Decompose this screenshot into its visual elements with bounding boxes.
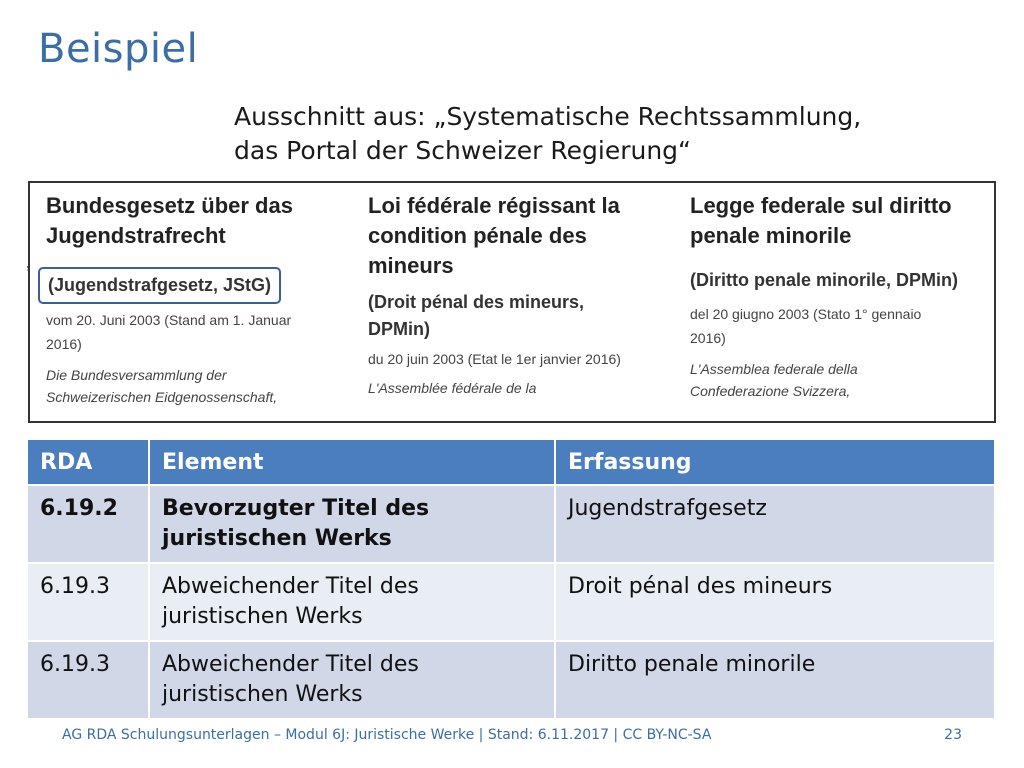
header-element: Element xyxy=(150,440,556,484)
excerpt-it-intro-1: L'Assemblea federale della xyxy=(690,361,858,377)
cell-element-line-2: juristischen Werks xyxy=(162,682,363,707)
excerpt-it-intro-2: Confederazione Svizzera, xyxy=(690,383,851,399)
excerpt-de-heading-2: Jugendstrafrecht xyxy=(46,223,226,248)
table-header-row xyxy=(28,440,996,484)
cell-rda: 6.19.2 xyxy=(28,484,150,562)
caption-line-2: das Portal der Schweizer Regierung“ xyxy=(234,136,691,165)
excerpt-de-intro-2: Schweizerischen Eidgenossenschaft, xyxy=(46,389,278,405)
excerpt-it-date-1: del 20 giugno 2003 (Stato 1° gennaio xyxy=(690,306,922,322)
cell-element xyxy=(150,484,556,562)
excerpt-de-date-1: vom 20. Juni 2003 (Stand am 1. Januar xyxy=(46,312,292,328)
footer-text: AG RDA Schulungsunterlagen – Modul 6J: Juristische Werke | Stand: 6.11.2017 | CC BY-NC-SA xyxy=(62,727,712,743)
excerpt-fr-heading-2: condition pénale des xyxy=(368,223,587,248)
excerpt-it-heading-2: penale minorile xyxy=(690,223,852,248)
cell-erfassung: Jugendstrafgesetz xyxy=(556,484,996,562)
rda-table xyxy=(28,440,996,718)
edge-mark: ’ xyxy=(26,263,31,285)
cell-element-line-2: juristischen Werks xyxy=(162,604,363,629)
cell-element xyxy=(150,562,556,640)
table-row xyxy=(28,640,996,718)
caption-line-1: Ausschnitt aus: „Systematische Rechtssammlung, xyxy=(234,102,862,131)
caption xyxy=(234,100,994,168)
cell-element-line-1: Bevorzugter Titel des xyxy=(162,496,430,521)
excerpt-fr-intro: L'Assemblée fédérale de la xyxy=(368,380,537,396)
excerpt-de-date-2: 2016) xyxy=(46,336,82,352)
excerpt-it-heading-1: Legge federale sul diritto xyxy=(690,193,952,218)
page-number: 23 xyxy=(944,727,962,743)
table-row xyxy=(28,484,996,562)
header-rda: RDA xyxy=(28,440,150,484)
cell-rda: 6.19.3 xyxy=(28,562,150,640)
excerpt-column-italian xyxy=(690,191,990,402)
law-excerpt-image xyxy=(28,181,996,423)
excerpt-fr-short-title-1: (Droit pénal des mineurs, xyxy=(368,292,585,312)
excerpt-de-short-title: (Jugendstrafgesetz, JStG) xyxy=(48,275,272,295)
highlight-box-short-title xyxy=(38,267,281,304)
excerpt-fr-heading-3: mineurs xyxy=(368,253,454,278)
slide-title: Beispiel xyxy=(38,26,199,72)
excerpt-it-short-title: (Diritto penale minorile, DPMin) xyxy=(690,270,959,290)
table-row xyxy=(28,562,996,640)
excerpt-column-french xyxy=(368,191,668,399)
cell-rda: 6.19.3 xyxy=(28,640,150,718)
excerpt-de-heading-1: Bundesgesetz über das xyxy=(46,193,293,218)
cell-erfassung: Diritto penale minorile xyxy=(556,640,996,718)
excerpt-it-date-2: 2016) xyxy=(690,330,726,346)
cell-element-line-1: Abweichender Titel des xyxy=(162,574,419,599)
cell-element xyxy=(150,640,556,718)
excerpt-fr-short-title-2: DPMin) xyxy=(368,319,430,339)
header-erfassung: Erfassung xyxy=(556,440,996,484)
excerpt-de-intro-1: Die Bundesversammlung der xyxy=(46,367,227,383)
cell-element-line-2: juristischen Werks xyxy=(162,526,392,551)
excerpt-fr-date: du 20 juin 2003 (Etat le 1er janvier 2016) xyxy=(368,351,621,367)
cell-erfassung: Droit pénal des mineurs xyxy=(556,562,996,640)
cell-element-line-1: Abweichender Titel des xyxy=(162,652,419,677)
excerpt-column-german xyxy=(46,191,346,408)
excerpt-fr-heading-1: Loi fédérale régissant la xyxy=(368,193,620,218)
